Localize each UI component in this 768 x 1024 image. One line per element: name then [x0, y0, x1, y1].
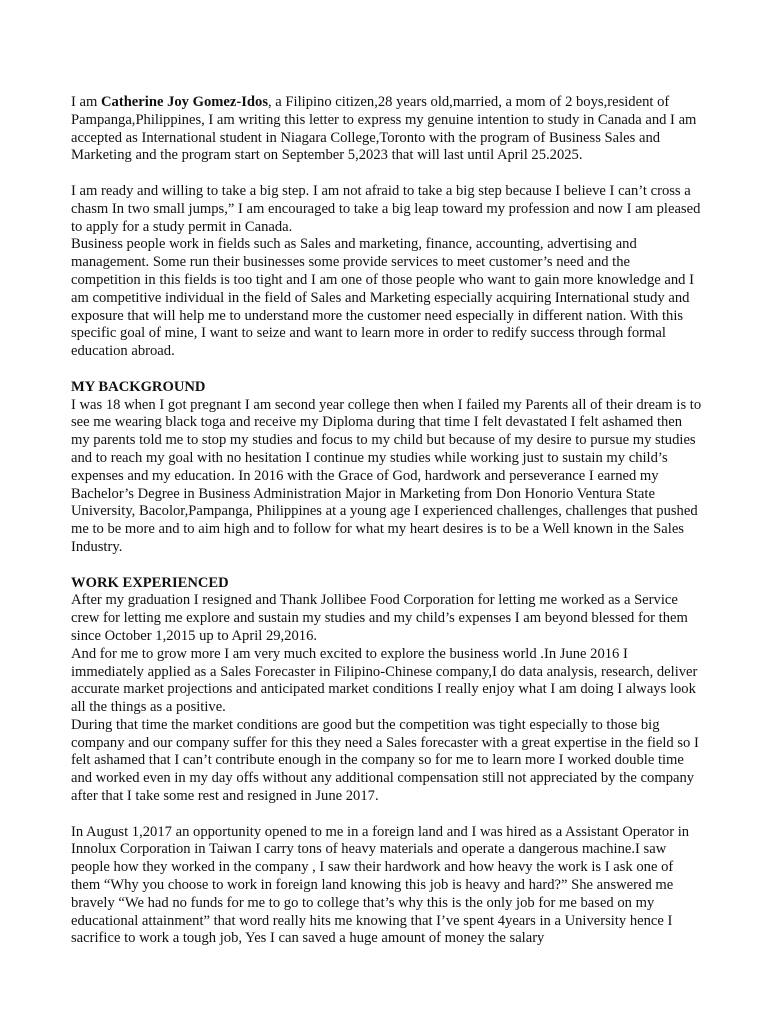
paragraph-gap	[71, 361, 703, 379]
intro-prefix: I am	[71, 94, 101, 110]
intro-paragraph	[71, 94, 703, 165]
ready-paragraph: I am ready and willing to take a big step. I am not afraid to take a big step because I believe I can’t cross a chasm In two small jumps,” I am encouraged to take a big leap toward my profession and now I am pleased to apply for a study permit in Canada.	[71, 182, 701, 235]
work-paragraph-sales-forecaster: And for me to grow more I am very much excited to explore the business world .In June 2016 I immediately applied as a Sales Forecaster in Filipino-Chinese company,I do data analysis, research, deliver accurate market projections and anticipated market conditions I really enjoy what I am doing I always look all the things as a positive.	[71, 645, 698, 716]
paragraph-gap	[71, 557, 703, 575]
business-paragraph: Business people work in fields such as Sales and marketing, finance, accounting, advertising and management. Some run their businesses some provide services to meet customer’s need and the competition in this fields is too tight and I am one of those people who want to gain more knowledge and I am competitive individual in the field of Sales and Marketing especially acquiring International study and exposure that will help me to understand more the customer need especially in different nation. With this specific goal of mine, I want to seize and want to learn more in order to redify success through formal education abroad.	[71, 236, 694, 360]
work-paragraph-taiwan: In August 1,2017 an opportunity opened to me in a foreign land and I was hired as a Assistant Operator in Innolux Corporation in Taiwan I carry tons of heavy materials and operate a dangerous machine.I saw people how they worked in the company , I saw their hardwork and how heavy the work is I ask one of them “Why you choose to work in foreign land knowing this job is heavy and hard?” She answered me bravely “We had no funds for me to go to college that’s why this is the only job for me based on my educational attainment” that word really hits me knowing that I’ve spent 4years in a University hence I sacrifice to work a tough job, Yes I can saved a huge amount of money the salary	[71, 823, 690, 947]
work-paragraph-market-conditions: During that time the market conditions are good but the competition was tight especially to those big company and our company suffer for this they need a Sales forecaster with a great expertise in the field so I felt ashamed that I can’t contribute enough in the company so for me to learn more I worked double time and worked even in my day offs without any additional compensation still not appreciated by the company after that I take some rest and resigned in June 2017.	[71, 716, 699, 805]
background-paragraph: I was 18 when I got pregnant I am second year college then when I failed my Parents all of their dream is to see me wearing black toga and receive my Diploma during that time I felt devastated I felt ashamed then my parents told me to stop my studies and focus to my child but because of my desire to pursue my studies and to reach my goal with no hesitation I continue my studies while working just to sustain my child’s expenses and my education. In 2016 with the Grace of God, hardwork and perseverance I earned my Bachelor’s Degree in Business Administration Major in Marketing from Don Honorio Ventura State University, Bacolor,Pampanga, Philippines at a young age I experienced challenges, challenges that pushed me to be more and to aim high and to follow for what my heart desires is to be a Well known in the Sales Industry.	[71, 396, 702, 555]
background-heading: MY BACKGROUND	[71, 378, 206, 395]
work-heading: WORK EXPERIENCED	[71, 574, 229, 591]
paragraph-gap	[71, 806, 703, 824]
intro-text: , a Filipino citizen,28 years old,married, a mom of 2 boys,resident of Pampanga,Philippines, I am writing this letter to express my genuine intention to study in Canada and I am accepted as International student in Niagara College,Toronto with the program of Business Sales and Marketing and the program start on September 5,2023 that will last until April 25.2025.	[71, 94, 697, 164]
paragraph-gap	[71, 165, 703, 183]
applicant-name: Catherine Joy Gomez-Idos	[101, 94, 268, 110]
work-paragraph-jollibee: After my graduation I resigned and Thank Jollibee Food Corporation for letting me worked as a Service crew for letting me explore and sustain my studies and my child’s expenses I am beyond blessed for them since October 1,2015 up to April 29,2016.	[71, 592, 688, 644]
letter-page	[71, 94, 703, 948]
